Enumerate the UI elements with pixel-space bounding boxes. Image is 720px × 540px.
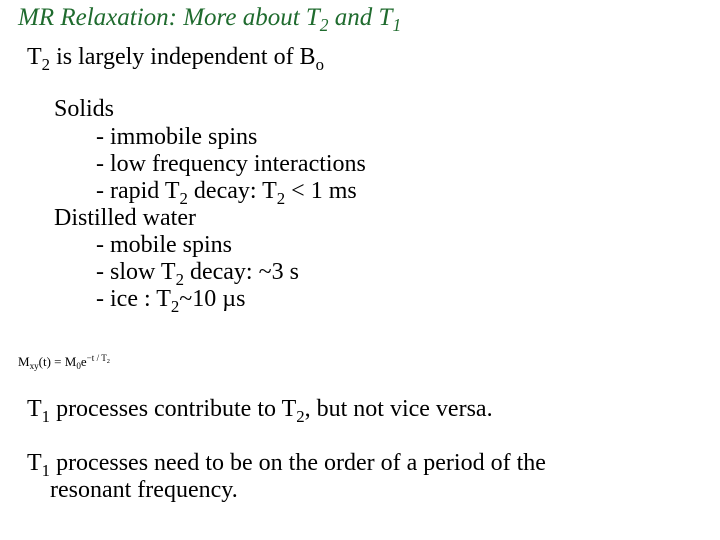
statement-t1-order-cont: resonant frequency.: [50, 477, 238, 503]
statement-t1-contributes: $T_1$ processes contribute to $T_2$, but not vice versa.: [27, 396, 493, 426]
water-heading: Distilled water: [54, 205, 196, 231]
slide-title: MR Relaxation: More about $T_2$ and $T_1$: [18, 4, 402, 36]
solids-heading: Solids: [54, 96, 115, 122]
decay-formula: $M_{xy}(t) = M_0e^{-t / T_2}$: [18, 352, 110, 372]
water-item-slow-decay: - slow $T_2$ decay: ~3 s: [96, 259, 299, 289]
solids-item-low-frequency: - low frequency interactions: [96, 151, 366, 177]
water-item-mobile: - mobile spins: [96, 232, 232, 258]
subtitle: $T_2$ is largely independent of $B_o$: [27, 44, 324, 74]
solids-item-immobile: - immobile spins: [96, 124, 258, 150]
solids-item-rapid-decay: - rapid $T_2$ decay: $T_2 < 1$ ms: [96, 178, 357, 208]
statement-t1-order: $T_1$ processes need to be on the order of a period of the: [27, 450, 546, 480]
water-item-ice: - ice : $T_2\sim 10$ µs: [96, 286, 246, 316]
